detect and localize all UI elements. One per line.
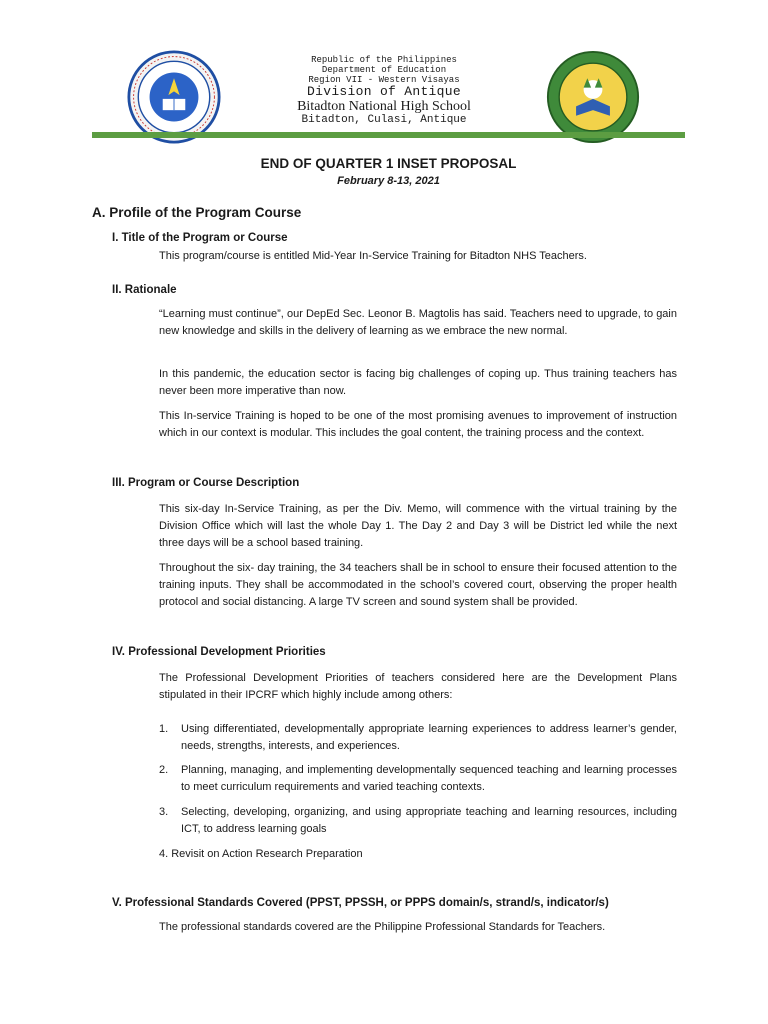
rationale-paragraph-2: In this pandemic, the education sector is facing big challenges of coping up. Thus training teachers has never been more imperative than now. [159, 368, 677, 397]
rationale-paragraph-1: “Learning must continue”, our DepEd Sec. Leonor B. Magtolis has said. Teachers need to upgrade, to gain new knowledge and skills in the delivery of learning as we embrace the new normal. [159, 308, 677, 337]
list-item-number: 2. [159, 764, 169, 776]
list-item-4: 4. Revisit on Action Research Preparation [159, 848, 363, 860]
section-4-heading: IV. Professional Development Priorities [112, 646, 326, 658]
document-title: END OF QUARTER 1 INSET PROPOSAL [260, 156, 517, 171]
section-5-text: The professional standards covered are the Philippine Professional Standards for Teachers. [159, 921, 606, 933]
description-paragraph-2: Throughout the six- day training, the 34 teachers shall be in school to ensure their focused attention to the training inputs. They shall be accommodated in the school’s covered court, observing the proper health protocol and social distancing. A large TV screen and sound system shall be provided. [159, 562, 677, 608]
list-item-text: Using differentiated, developmentally appropriate learning experiences to address learner’s gender, needs, strengths, interests, and experiences. [181, 723, 677, 752]
list-item-text: Selecting, developing, organizing, and using appropriate teaching and learning resources, including ICT, to address learning goals [181, 806, 677, 835]
list-item-number: 1. [159, 723, 169, 735]
header-region: Region VII - Western Visayas [308, 75, 460, 85]
section-1-text: This program/course is entitled Mid-Year In-Service Training for Bitadton NHS Teachers. [159, 250, 587, 262]
document-date: February 8-13, 2021 [337, 175, 440, 187]
header-school-name: Bitadton National High School [297, 99, 471, 114]
header-republic: Republic of the Philippines [311, 55, 457, 65]
section-1-heading: I. Title of the Program or Course [112, 232, 288, 244]
section-2-heading: II. Rationale [112, 284, 177, 296]
list-item [159, 721, 677, 755]
header-school-address: Bitadton, Culasi, Antique [301, 114, 467, 126]
header-department: Department of Education [321, 65, 447, 75]
list-item [159, 804, 677, 838]
section-3-heading: III. Program or Course Description [112, 477, 300, 489]
section-5-heading: V. Professional Standards Covered (PPST, PPSSH, or PPPS domain/s, strand/s, indicator/s) [112, 897, 609, 909]
rationale-paragraph-3: This In-service Training is hoped to be one of the most promising avenues to improvement of instruction which in our context is modular. This includes the goal content, the training process and the context. [159, 410, 677, 439]
header-divider-rule [92, 132, 685, 138]
header-division: Division of Antique [307, 84, 461, 99]
section-a-heading: A. Profile of the Program Course [92, 205, 302, 220]
description-paragraph-1: This six-day In-Service Training, as per the Div. Memo, will commence with the virtual training by the Division Office which will last the whole Day 1. The Day 2 and Day 3 will be District led while the next three days will be a school based training. [159, 503, 677, 549]
list-item [159, 762, 677, 796]
priorities-intro: The Professional Development Priorities of teachers considered here are the Development Plans stipulated in their IPCRF which highly include among others: [159, 672, 677, 701]
list-item-text: Planning, managing, and implementing developmentally sequenced teaching and learning processes to meet curriculum requirements and varied teaching contexts. [181, 764, 677, 793]
list-item-number: 3. [159, 806, 169, 818]
